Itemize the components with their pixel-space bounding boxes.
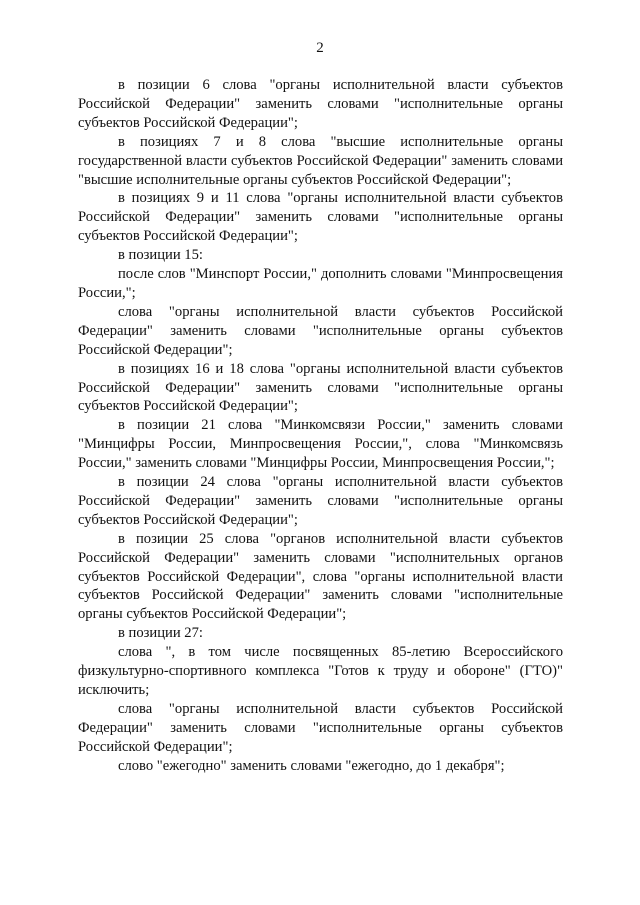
paragraph-position-27-annually: слово "ежегодно" заменить словами "ежегодно, до 1 декабря"; (118, 757, 505, 774)
paragraph-position-27-heading: в позиции 27: (118, 625, 203, 642)
paragraph-position-27-replace-words: слова "органы исполнительной власти субъектов Российской Федерации" заменить словами "исполнительные органы субъектов Российской Федерации"; (78, 700, 563, 755)
paragraph-positions-9-11: в позициях 9 и 11 слова "органы исполнительной власти субъектов Российской Федерации" заменить словами "исполнительные органы субъектов Российской Федерации"; (78, 190, 563, 245)
paragraph-position-15-add-words: после слов "Минспорт России," дополнить словами "Минпросвещения России,"; (78, 266, 563, 301)
document-body (78, 76, 563, 776)
paragraph-position-15-replace-words: слова "органы исполнительной власти субъектов Российской Федерации" заменить словами "исполнительные органы субъектов Российской Федерации"; (78, 303, 563, 358)
paragraph-positions-7-8: в позициях 7 и 8 слова "высшие исполнительные органы государственной власти субъектов Российской Федерации" заменить словами "высшие исполнительные органы субъектов Российской Федерации"; (78, 133, 563, 188)
page-number: 2 (316, 40, 324, 56)
paragraph-position-25: в позиции 25 слова "органов исполнительной власти субъектов Российской Федерации" заменить словами "исполнительных органов субъектов Российской Федерации", слова "органы исполнительной власти субъектов Российской Федерации" заменить словами "исполнительные органы субъектов Российской Федерации"; (78, 530, 563, 623)
paragraph-positions-16-18: в позициях 16 и 18 слова "органы исполнительной власти субъектов Российской Федерации" заменить словами "исполнительные органы субъектов Российской Федерации"; (78, 360, 563, 415)
paragraph-position-15-heading: в позиции 15: (118, 247, 203, 264)
paragraph-position-21: в позиции 21 слова "Минкомсвязи России," заменить словами "Минцифры России, Минпросвещения России,", слова "Минкомсвязь России," заменить словами "Минцифры России, Минпросвещения России,"; (78, 417, 563, 472)
paragraph-position-24: в позиции 24 слова "органы исполнительной власти субъектов Российской Федерации" заменить словами "исполнительные органы субъектов Российской Федерации"; (78, 474, 563, 528)
paragraph-position-27-exclude-words: слова ", в том числе посвященных 85-летию Всероссийского физкультурно-спортивного комплекса "Готов к труду и обороне" (ГТО)" исключить; (78, 644, 563, 698)
paragraph-position-6: в позиции 6 слова "органы исполнительной власти субъектов Российской Федерации" заменить словами "исполнительные органы субъектов Российской Федерации"; (78, 77, 563, 131)
